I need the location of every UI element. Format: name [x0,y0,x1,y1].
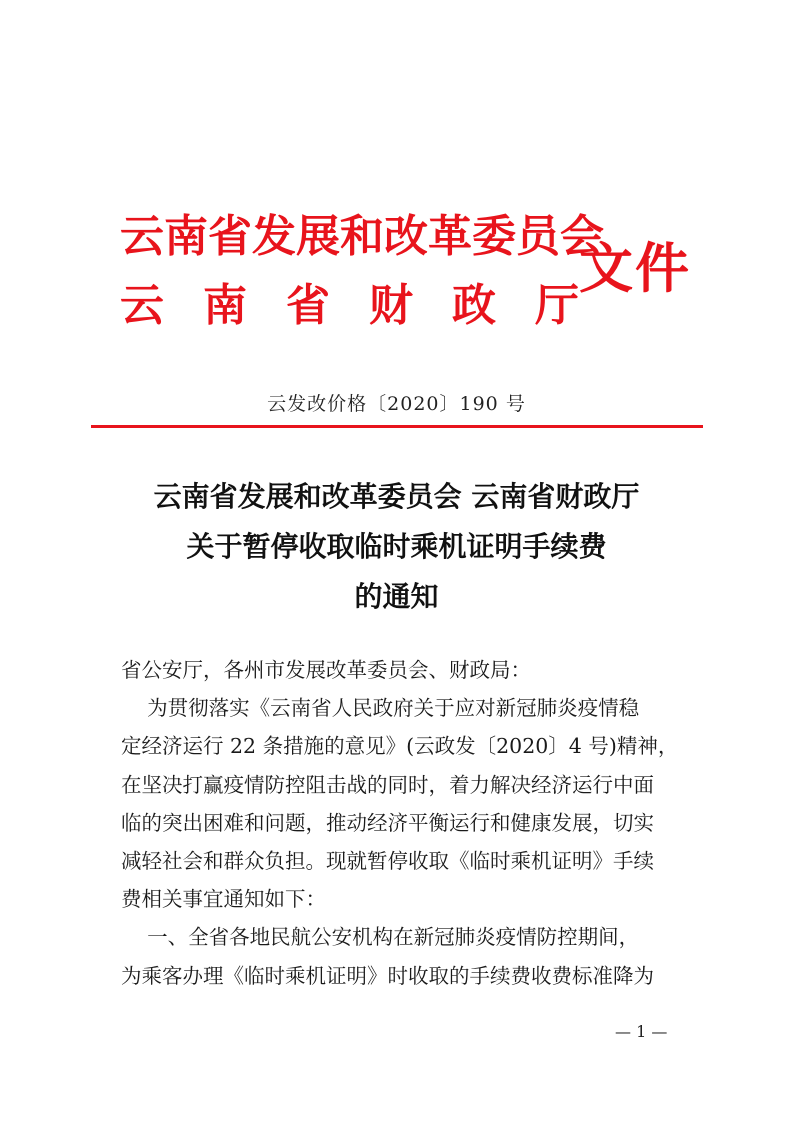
title-line: 云南省发展和改革委员会 云南省财政厅 [153,480,640,513]
red-divider-line [91,425,703,428]
body-line: 临的突出困难和问题，推动经济平衡运行和健康发展，切实 [121,810,654,835]
body-line: 在坚决打赢疫情防控阻击战的同时，着力解决经济运行中面 [121,772,654,797]
body-line: 为贯彻落实《云南省人民政府关于应对新冠肺炎疫情稳 [121,696,640,721]
body-line: 定经济运行 22 条措施的意见》(云政发〔2020〕4 号)精神， [121,734,679,759]
document-label: 文件 [579,236,691,300]
body-line: 费相关事宜通知如下： [121,887,326,912]
issuer-name-ndrc: 云南省发展和改革委员会 [120,211,604,262]
body-line: 为乘客办理《临时乘机证明》时收取的手续费收费标准降为 [121,963,654,988]
title-line: 关于暂停收取临时乘机证明手续费 [186,530,607,563]
body-line: 一、全省各地民航公安机构在新冠肺炎疫情防控期间， [121,925,640,950]
issuer-name-finance: 云南省财政厅 [120,280,618,331]
document-body [121,651,681,995]
title-line: 的通知 [354,580,439,613]
body-line: 减轻社会和群众负担。现就暂停收取《临时乘机证明》手续 [121,848,654,873]
body-line-salutation: 省公安厅，各州市发展改革委员会、财政局： [121,658,531,682]
page-number: — 1 — [615,1022,668,1041]
document-number: 云发改价格〔2020〕190 号 [267,393,526,415]
document-title [0,472,793,622]
